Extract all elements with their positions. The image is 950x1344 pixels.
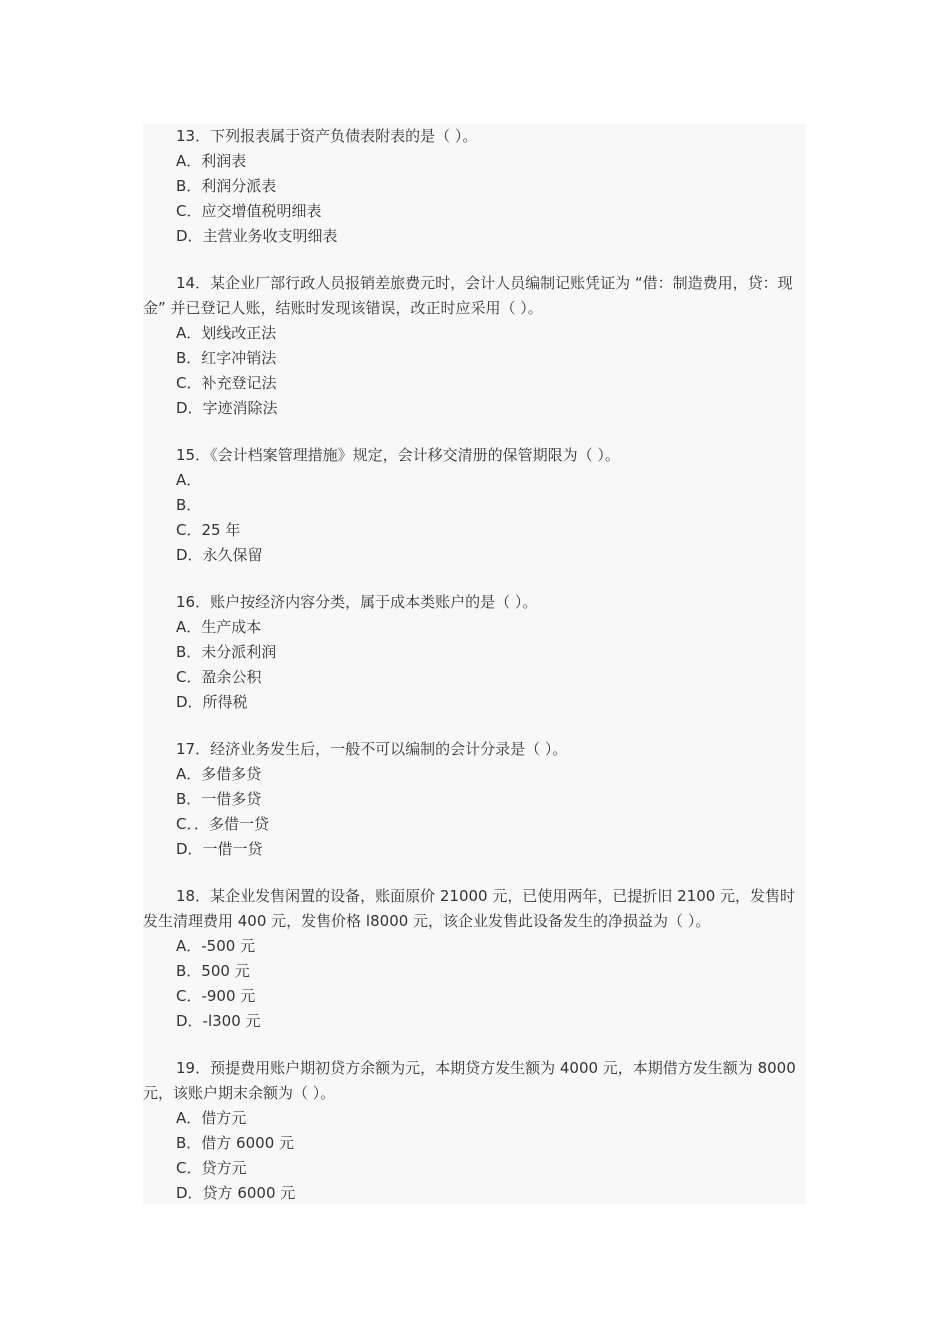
question-19 <box>143 1056 806 1206</box>
option-c: C．应交增值税明细表 <box>176 202 322 220</box>
question-text: 13．下列报表属于资产负债表附表的是（ ）。 <box>176 127 478 145</box>
option-a: A．借方元 <box>176 1109 247 1127</box>
option-c: C．贷方元 <box>176 1159 247 1177</box>
option-d: D．一借一贷 <box>176 840 263 858</box>
option-b: B． <box>176 496 202 514</box>
option-a: A．多借多贷 <box>176 765 262 783</box>
question-text: 16．账户按经济内容分类，属于成本类账户的是（ ）。 <box>176 593 538 611</box>
question-13 <box>143 124 806 249</box>
option-a: A． <box>176 471 202 489</box>
option-a: A．利润表 <box>176 152 247 170</box>
question-text: 17．经济业务发生后，一般不可以编制的会计分录是（ ）。 <box>176 740 568 758</box>
option-c: C．25 年 <box>176 521 241 539</box>
option-b: B．利润分派表 <box>176 177 277 195</box>
option-a: A．生产成本 <box>176 618 262 636</box>
option-c: C．-900 元 <box>176 987 256 1005</box>
question-text: 18．某企业发售闲置的设备，账面原价 21000 元，已使用两年，已提折旧 2100 元，发售时发生清理费用 400 元，发售价格 l8000 元，该企业发售此设备发生的净损益为（ ）。 <box>143 887 796 930</box>
question-14 <box>143 271 806 421</box>
question-18 <box>143 884 806 1034</box>
option-d: D．主营业务收支明细表 <box>176 227 338 245</box>
option-d: D．贷方 6000 元 <box>176 1184 296 1202</box>
question-15 <box>143 443 806 568</box>
option-d: D．字迹消除法 <box>176 399 278 417</box>
question-text: 19．预提费用账户期初贷方余额为元，本期贷方发生额为 4000 元，本期借方发生额为 8000 元，该账户期末余额为（ ）。 <box>143 1059 796 1102</box>
question-16 <box>143 590 806 715</box>
question-text: 15．《会计档案管理措施》规定，会计移交清册的保管期限为（ ）。 <box>176 446 620 464</box>
option-b: B．一借多贷 <box>176 790 262 808</box>
question-list <box>143 124 806 1228</box>
option-c: C．补充登记法 <box>176 374 277 392</box>
option-b: B．500 元 <box>176 962 250 980</box>
option-c: C．盈余公积 <box>176 668 262 686</box>
option-c: C．．多借一贷 <box>176 815 269 833</box>
question-text: 14．某企业厂部行政人员报销差旅费元时，会计人员编制记账凭证为 “借：制造费用，贷：现金” 并已登记人账，结账时发现该错误，改正时应采用（ ）。 <box>143 274 793 317</box>
option-b: B．红字冲销法 <box>176 349 277 367</box>
option-a: A．-500 元 <box>176 937 256 955</box>
option-d: D．永久保留 <box>176 546 263 564</box>
question-17 <box>143 737 806 862</box>
option-b: B．未分派利润 <box>176 643 277 661</box>
option-d: D．所得税 <box>176 693 248 711</box>
option-b: B．借方 6000 元 <box>176 1134 295 1152</box>
option-a: A．划线改正法 <box>176 324 277 342</box>
option-d: D．-l300 元 <box>176 1012 261 1030</box>
